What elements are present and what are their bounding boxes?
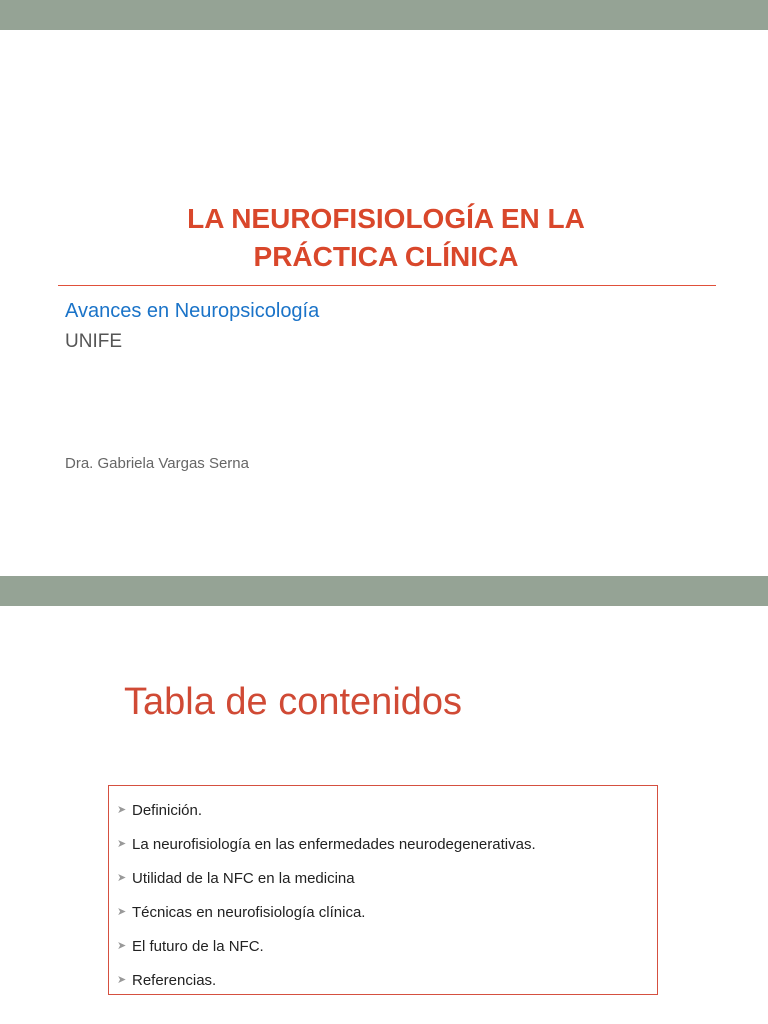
toc-item: [117, 830, 657, 864]
toc-item-text: Referencias.: [132, 972, 217, 989]
toc-item-text: Utilidad de la NFC en la medicina: [132, 870, 355, 887]
arrowhead-bullet-icon: ➤: [117, 974, 127, 986]
arrowhead-bullet-icon: ➤: [117, 838, 127, 850]
title-divider: [58, 285, 716, 286]
slide1-subtitle: Avances en Neuropsicología: [65, 300, 320, 322]
arrowhead-bullet-icon: ➤: [117, 906, 127, 918]
slide1-institution: UNIFE: [65, 331, 122, 352]
slide1-author: Dra. Gabriela Vargas Serna: [65, 455, 249, 472]
toc-box: [108, 785, 658, 995]
slide1-title: LA NEUROFISIOLOGÍA EN LA PRÁCTICA CLÍNICA: [187, 203, 585, 272]
toc-item-text: El futuro de la NFC.: [132, 938, 264, 955]
slide1-top-band: [0, 0, 768, 30]
slide2-top-band: [0, 576, 768, 606]
toc-item-text: Técnicas en neurofisiología clínica.: [132, 904, 366, 921]
arrowhead-bullet-icon: ➤: [117, 940, 127, 952]
toc-list: [109, 786, 657, 1000]
arrowhead-bullet-icon: ➤: [117, 804, 127, 816]
toc-item: [117, 966, 657, 1000]
toc-item: [117, 898, 657, 932]
toc-title: Tabla de contenidos: [124, 681, 463, 723]
toc-item: [117, 932, 657, 966]
arrowhead-bullet-icon: ➤: [117, 872, 127, 884]
toc-item-text: Definición.: [132, 802, 203, 819]
toc-item-text: La neurofisiología en las enfermedades neurodegenerativas.: [132, 836, 536, 853]
toc-item: [117, 796, 657, 830]
toc-item: [117, 864, 657, 898]
